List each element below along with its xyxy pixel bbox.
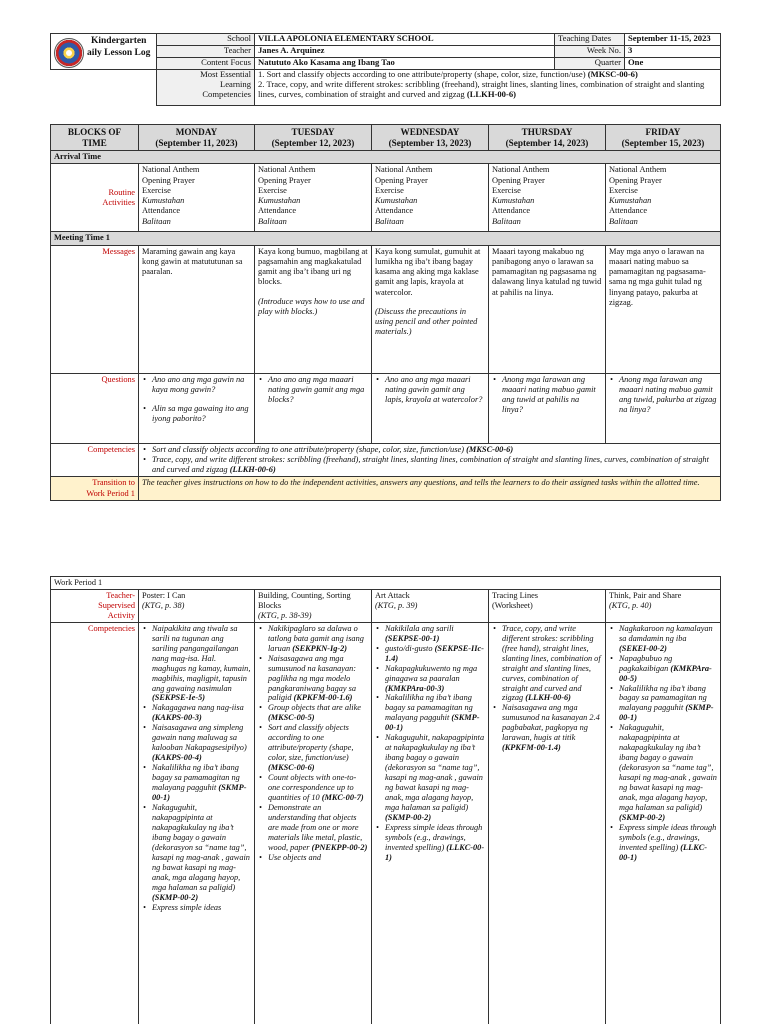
routine-row xyxy=(51,164,721,232)
competency-list-item: • Nakikipaglaro sa dalawa o tatlong bata gamit ang isang laruan (SEKPKN-Ig-2) xyxy=(258,624,368,654)
transition-value: The teacher gives instructions on how to do the independent activities, answers any questions, and tells the learners to do their assigned tasks within the allotted time. xyxy=(139,477,721,501)
competency-list-item: • Naisasagawa ang simpleng gawain nang maluwag sa kalooban Nakapagsesipilyo) (KAKPS-00-4) xyxy=(142,723,251,763)
work-comp-thursday xyxy=(489,622,606,1024)
competency-list-item: • Naisasagawa ang mga sumusunod na kasanayan: paglikha ng mga modelo pangkaraniwang bagay sa paligid (KPKFM-00-1.6) xyxy=(258,654,368,704)
competency-list-item: • Demonstrate an understanding that objects are made from one or more materials like metal, plastic, wood, paper (PNEKPP-00-2) xyxy=(258,803,368,853)
lesson-log-header xyxy=(50,33,721,106)
competencies-value xyxy=(139,443,721,477)
transition-row xyxy=(51,477,721,501)
tsa-label: Teacher- Supervised Activity xyxy=(51,589,139,622)
competency-list-item: • Nakalilikha ng iba’t ibang bagay sa pamamagitan ng malayang pagguhit (SKMP-00-1) xyxy=(609,684,717,724)
competency-list-item: • Sort and classify objects according to one attribute/property (shape, color, size, function/use) (MKSC-00-6) xyxy=(258,723,368,773)
message-thursday: Maaari tayong makabuo ng panibagong anyo o larawan sa pamamagitan ng pagsasama ng dalawang linya katulad ng tuwid at pahilis na linya. xyxy=(489,245,606,373)
competency-list-item: • Nakapagkukuwento ng mga ginagawa sa paaralan (KMKPAra-00-3) xyxy=(375,664,485,694)
work-competencies-row xyxy=(51,622,721,1024)
competency-item-2: • Trace, copy, and write different strokes: scribbling (freehand), straight lines, slanting lines, combination of straight and slanting lines, curves, combination of straight and curved and zigzag (LLKH-00-6) xyxy=(142,455,717,476)
message-friday: May mga anyo o larawan na maaari nating mabuo sa pamamagitan ng pagsasama-sama ng mga guhit tulad ng linyang patayo, pakurba at zigzag. xyxy=(606,245,721,373)
header-title-line1: Kindergarten xyxy=(90,36,147,46)
competency-list-item: • Express simple ideas through symbols (e.g., drawings, invented spelling) (LLKC-00-1) xyxy=(609,823,717,863)
routine-friday: National Anthem Opening Prayer Exercise Kumustahan Attendance Balitaan xyxy=(606,164,721,232)
mel-label xyxy=(157,70,255,106)
quarter-value: One xyxy=(625,58,721,70)
work-comp-wednesday xyxy=(372,622,489,1024)
teacher-value: Janes A. Arquinez xyxy=(255,46,555,58)
week-value: 3 xyxy=(625,46,721,58)
questions-tuesday: • Ano ano ang mga maaari nating gawin gamit ang mga blocks? xyxy=(255,373,372,443)
week-header-row xyxy=(51,125,721,151)
mel-label-1: Most Essential xyxy=(200,69,251,79)
work-period-table xyxy=(50,576,721,1024)
competency-list-item: • Napagbubuo ng pagkakaibigan (KMKPAra-00-5) xyxy=(609,654,717,684)
mel-item-1: 1. Sort and classify objects according to one attribute/property (shape, color, size, function/use) (MKSC-00-6) xyxy=(258,69,638,79)
competency-list-item: • Count objects with one-to-one correspondence up to quantities of 10 (MKC-00-7) xyxy=(258,773,368,803)
routine-label: Routine Activities xyxy=(51,164,139,232)
activity-friday: Think, Pair and Share (KTG, p. 40) xyxy=(606,589,721,622)
competency-item-1: • Sort and classify objects according to one attribute/property (shape, color, size, function/use) (MKSC-00-6) xyxy=(142,445,717,455)
competency-list-item: • Nakalilikha ng iba’t ibang bagay sa pamamagitan ng malayang pagguhit (SKMP-00-1) xyxy=(142,763,251,803)
competency-list-item: • Nakaguguhit, nakapagpipinta at nakapagkukulay ng iba’t ibang bagay o gawain (dekorasyon sa “name tag”, kasapi ng mag-anak , gawain ng bawat kasapi ng mag-anak, mga alagang hayop, mga halaman sa paligid) (SKMP-00-2) xyxy=(609,723,717,823)
questions-friday: • Anong mga larawan ang maaari nating mabuo gamit ang tuwid, pakurba at zigzag na linya? xyxy=(606,373,721,443)
competency-list-item: • Nagkakaroon ng kamalayan sa damdamin ng iba (SEKEI-00-2) xyxy=(609,624,717,654)
competency-list-item: • Trace, copy, and write different strokes: scribbling (free hand), straight lines, slanting lines, combination of straight and slanting lines, curves, combination of straight and curved and zigzag (LLKH-00-6) xyxy=(492,624,602,704)
day-header-wednesday: WEDNESDAY (September 13, 2023) xyxy=(372,125,489,151)
questions-label: Questions xyxy=(51,373,139,443)
activity-row xyxy=(51,589,721,622)
activity-monday: Poster: I Can (KTG, p. 38) xyxy=(139,589,255,622)
competency-list-item: • Nakikilala ang sarili (SEKPSE-00-1) xyxy=(375,624,485,644)
work-period-title: Work Period 1 xyxy=(51,577,721,590)
dates-label: Teaching Dates xyxy=(555,34,625,46)
meeting-time-section: Meeting Time 1 xyxy=(51,232,721,245)
day-header-tuesday: TUESDAY (September 12, 2023) xyxy=(255,125,372,151)
competency-list-item: • Naisasagawa ang mga sumusunod na kasanayan 2.4 pagbabakat, pagkopya ng larawan, hugis at titik (KPKFM-00-1.4) xyxy=(492,703,602,753)
blocks-of-time-header: BLOCKS OF TIME xyxy=(51,125,139,151)
deped-seal-icon xyxy=(54,38,84,68)
week-label: Week No. xyxy=(555,46,625,58)
competency-list-item: • Nakaguguhit, nakapagpipinta at nakapagkukulay ng iba’t ibang bagay o gawain (dekorasyon sa “name tag”, kasapi ng mag-anak , gawain ng bawat kasapi ng mag-anak, mga alagang hayop, mga halaman sa paligid) (SKMP-00-2) xyxy=(142,803,251,903)
competencies-label: Competencies xyxy=(51,443,139,477)
header-title xyxy=(87,36,150,60)
message-monday: Maraming gawain ang kaya kong gawin at matututunan sa paaralan. xyxy=(139,245,255,373)
work-comp-friday xyxy=(606,622,721,1024)
questions-row xyxy=(51,373,721,443)
competency-list-item: • Nakalilikha ng iba’t ibang bagay sa pamamagitan ng malayang pagguhit (SKMP-00-1) xyxy=(375,693,485,733)
work-comp-tuesday xyxy=(255,622,372,1024)
weekly-plan-table xyxy=(50,124,721,501)
competency-list-item: • gusto/di-gusto (SEKPSE-IIc-1.4) xyxy=(375,644,485,664)
school-label: School xyxy=(157,34,255,46)
mel-label-2: Learning xyxy=(219,78,251,89)
mel-item-2: 2. Trace, copy, and write different strokes: scribbling (freehand), straight lines, slanting lines, combination of straight and slanting lines, curves, combination of straight and curved and zigzag (LLKH-00-6) xyxy=(258,78,705,99)
routine-thursday: National Anthem Opening Prayer Exercise Kumustahan Attendance Balitaan xyxy=(489,164,606,232)
focus-value: Natututo Ako Kasama ang Ibang Tao xyxy=(255,58,555,70)
messages-row xyxy=(51,245,721,373)
day-header-friday: FRIDAY (September 15, 2023) xyxy=(606,125,721,151)
school-value: VILLA APOLONIA ELEMENTARY SCHOOL xyxy=(255,34,555,46)
messages-label: Messages xyxy=(51,245,139,373)
work-competencies-label: Competencies xyxy=(51,622,139,1024)
dates-value: September 11-15, 2023 xyxy=(625,34,721,46)
competency-list-item: • Express simple ideas through symbols (e.g., drawings, invented spelling) (LLKC-00-1) xyxy=(375,823,485,863)
quarter-label: Quarter xyxy=(555,58,625,70)
header-logo-cell xyxy=(51,34,157,70)
questions-thursday: • Anong mga larawan ang maaari nating mabuo gamit ang tuwid at pahilis na linya? xyxy=(489,373,606,443)
routine-tuesday: National Anthem Opening Prayer Exercise Kumustahan Attendance Balitaan xyxy=(255,164,372,232)
competency-list-item: • Nakaguguhit, nakapagpipinta at nakapagkukulay ng iba’t ibang bagay o gawain (dekorasyon sa “name tag”, kasapi ng mag-anak , gawain ng bawat kasapi ng mag-anak, mga alagang hayop, mga halaman sa paligid) (SKMP-00-2) xyxy=(375,733,485,823)
transition-label: Transition to Work Period 1 xyxy=(51,477,139,501)
teacher-label: Teacher xyxy=(157,46,255,58)
activity-thursday: Tracing Lines (Worksheet) xyxy=(489,589,606,622)
day-header-monday: MONDAY (September 11, 2023) xyxy=(139,125,255,151)
mel-label-3: Competencies xyxy=(202,88,251,99)
competency-list-item: • Express simple ideas xyxy=(142,903,251,913)
activity-tuesday: Building, Counting, Sorting Blocks (KTG, p. 38-39) xyxy=(255,589,372,622)
message-wednesday: Kaya kong sumulat, gumuhit at lumikha ng iba’t ibang bagay kasama ang aking mga kaklase gamit ang lapis, krayola at watercolor. (Discuss the precautions in using pencil and other pointed materials.) xyxy=(372,245,489,373)
competency-list-item: • Nakagagawa nang nag-iisa (KAKPS-00-3) xyxy=(142,703,251,723)
competency-list-item: • Naipakikita ang tiwala sa sarili na tugunan ang sariling pangangailangan nang mag-isa. Hal. maghugas ng kamay, kumain, magbihis, magligpit, tapusin ang gawaing nasimulan (SEKPSE-Ie-5) xyxy=(142,624,251,704)
message-tuesday: Kaya kong bumuo, magbilang at pagsamahin ang magkakatulad gamit ang iba’t ibang uri ng blocks. (Introduce ways how to use and play with blocks.) xyxy=(255,245,372,373)
arrival-time-section: Arrival Time xyxy=(51,151,721,164)
work-comp-monday xyxy=(139,622,255,1024)
competencies-row xyxy=(51,443,721,477)
activity-wednesday: Art Attack (KTG, p. 39) xyxy=(372,589,489,622)
day-header-thursday: THURSDAY (September 14, 2023) xyxy=(489,125,606,151)
competency-list-item: • Group objects that are alike (MKSC-00-5) xyxy=(258,703,368,723)
questions-monday: • Ano ano ang mga gawin na kaya mong gawin? • Alin sa mga gawaing ito ang iyong paborito? xyxy=(139,373,255,443)
questions-wednesday: • Ano ano ang mga maaari nating gawin gamit ang lapis, krayola at watercolor? xyxy=(372,373,489,443)
focus-label: Content Focus xyxy=(157,58,255,70)
header-blank xyxy=(51,70,157,106)
header-title-line2: aily Lesson Log xyxy=(87,47,151,58)
routine-wednesday: National Anthem Opening Prayer Exercise Kumustahan Attendance Balitaan xyxy=(372,164,489,232)
competency-list-item: • Use objects and xyxy=(258,853,368,863)
mel-value xyxy=(255,70,721,106)
routine-monday: National Anthem Opening Prayer Exercise Kumustahan Attendance Balitaan xyxy=(139,164,255,232)
